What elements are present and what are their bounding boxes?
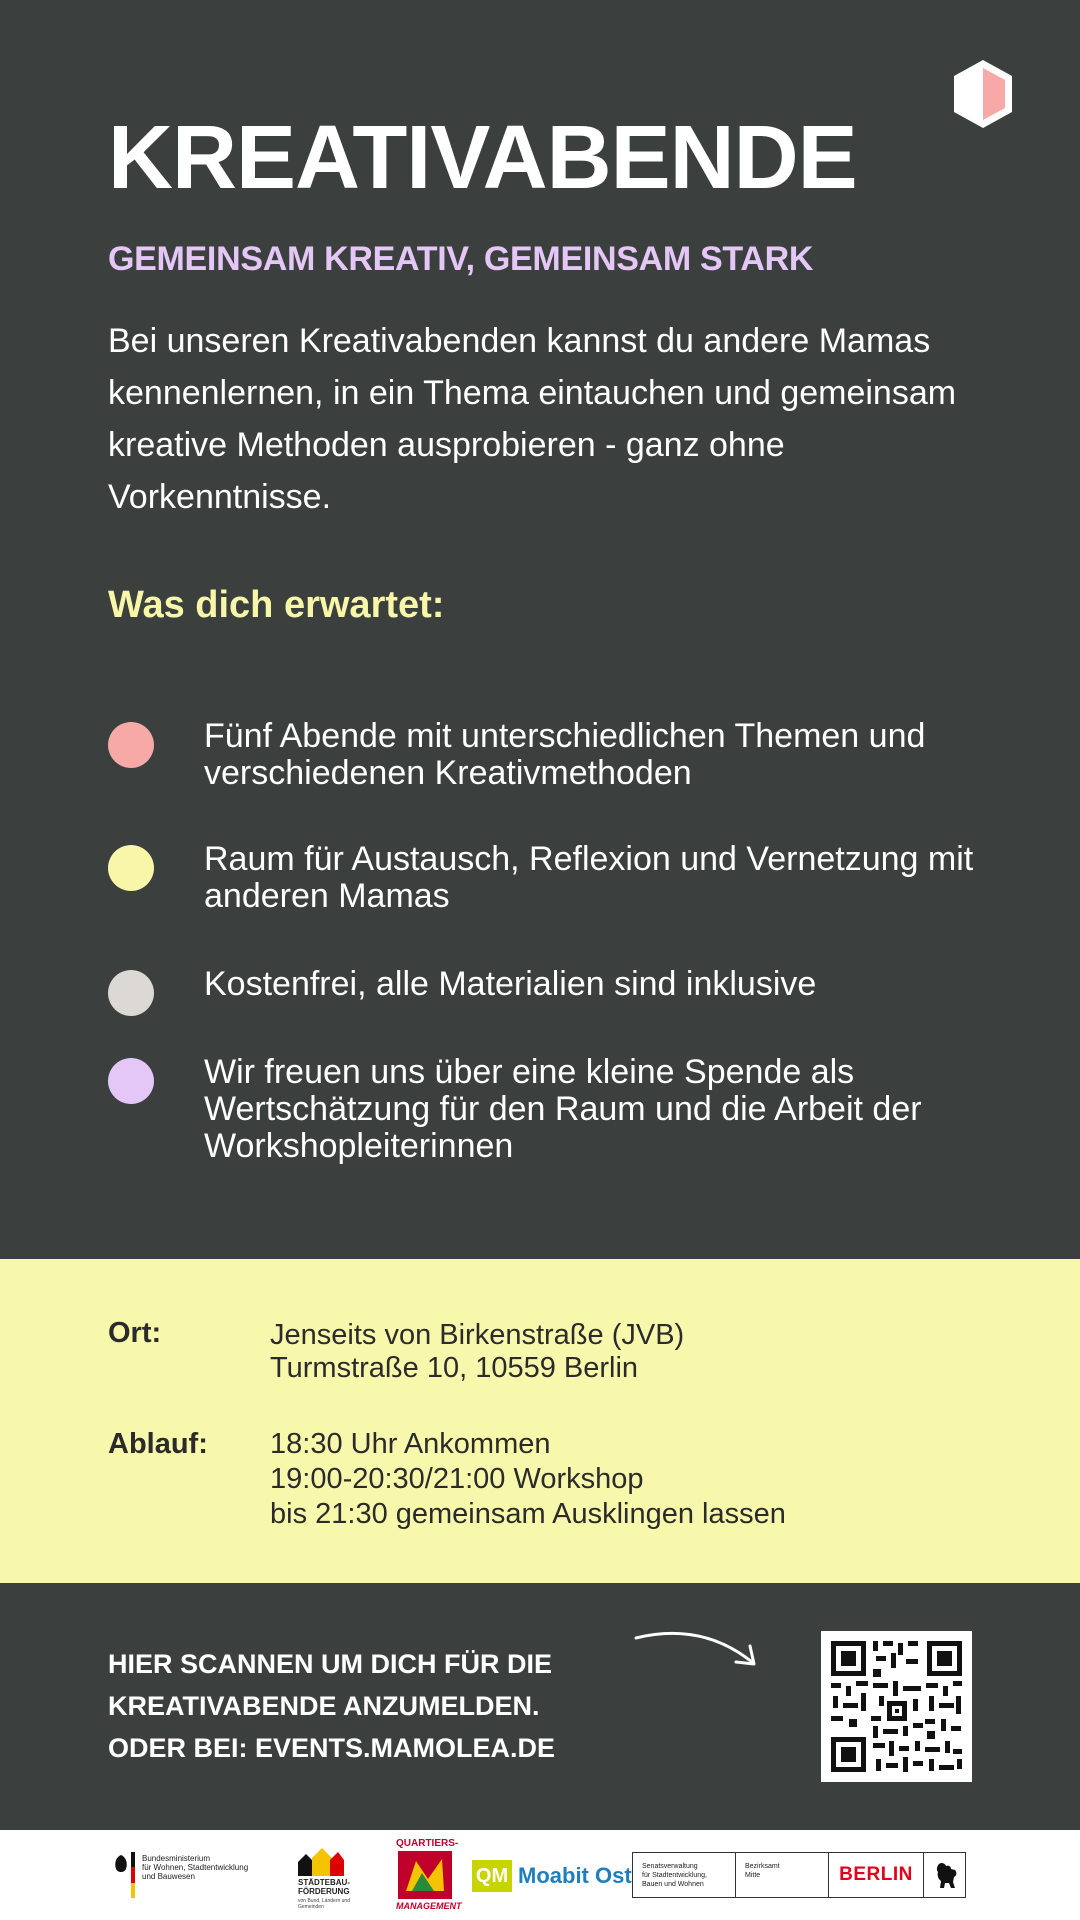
ort-line: Turmstraße 10, 10559 Berlin <box>270 1352 639 1384</box>
moabit-text: Moabit Ost <box>518 1863 632 1888</box>
list-item-text: Wir freuen uns über eine kleine Spende als Wertschätzung für den Raum und die Arbeit der Workshopleiterinnen <box>204 1053 922 1165</box>
bullet-dot <box>108 722 154 768</box>
qr-code[interactable] <box>821 1631 972 1782</box>
list-item-text: Raum für Austausch, Reflexion und Vernetzung mit anderen Mamas <box>204 840 974 915</box>
berlin-text: BERLIN <box>839 1864 913 1885</box>
qm-badge: QM <box>472 1860 512 1892</box>
info-panel <box>0 1259 1080 1583</box>
ort-line: Jenseits von Birkenstraße (JVB) <box>270 1319 685 1351</box>
divider <box>735 1853 736 1897</box>
ablauf-line: 19:00-20:30/21:00 Workshop <box>270 1463 644 1495</box>
bmwsb-logo-text: Bundesministerium für Wohnen, Stadtentwicklung und Bauwesen <box>142 1854 249 1881</box>
list-item-text: Fünf Abende mit unterschiedlichen Themen und verschiedenen Kreativmethoden <box>204 717 926 792</box>
cta-text <box>108 1643 668 1769</box>
quartiers-top-text: QUARTIERS- <box>396 1838 459 1849</box>
divider <box>923 1853 924 1897</box>
cta-line: KREATIVABENDE ANZUMELDEN. <box>108 1691 540 1721</box>
expect-heading: Was dich erwartet: <box>108 584 445 626</box>
ablauf-line: 18:30 Uhr Ankommen <box>270 1428 551 1460</box>
list-item-text: Kostenfrei, alle Materialien sind inklusive <box>204 965 817 1003</box>
flag-stripes <box>131 1852 135 1898</box>
bezirk-text: Bezirksamt Mitte <box>745 1863 780 1879</box>
bullet-dot <box>108 970 154 1016</box>
quartiers-logo-icon <box>398 1851 452 1899</box>
senat-text: Senatsverwaltung für Stadtentwicklung, Bauen und Wohnen <box>642 1863 707 1888</box>
staedtebau-small-text: von Bund, Ländern und Gemeinden <box>298 1898 350 1910</box>
houses-icon <box>298 1846 344 1876</box>
cta-line: ODER BEI: EVENTS.MAMOLEA.DE <box>108 1733 556 1763</box>
quartiers-bottom-text: MANAGEMENT <box>396 1901 462 1911</box>
bullet-dot <box>108 845 154 891</box>
ort-label: Ort: <box>108 1317 162 1349</box>
footer-logos <box>0 1830 1080 1920</box>
bear-icon <box>933 1860 961 1890</box>
subtitle: GEMEINSAM KREATIV, GEMEINSAM STARK <box>108 240 814 278</box>
staedtebau-logo-text: STÄDTEBAU- FÖRDERUNG <box>298 1878 350 1896</box>
eagle-icon <box>112 1853 130 1897</box>
logo-icon <box>950 58 1016 130</box>
page-title: KREATIVABENDE <box>108 108 857 208</box>
intro-text: Bei unseren Kreativabenden kannst du andere Mamas kennenlernen, in ein Thema eintauchen und gemeinsam kreative Methoden ausprobieren - ganz ohne Vorkenntnisse. <box>108 322 957 516</box>
cta-line: HIER SCANNEN UM DICH FÜR DIE <box>108 1649 553 1679</box>
bullet-dot <box>108 1058 154 1104</box>
ablauf-line: bis 21:30 gemeinsam Ausklingen lassen <box>270 1498 786 1530</box>
ablauf-label: Ablauf: <box>108 1428 208 1460</box>
berlin-logo-box <box>632 1852 966 1898</box>
arrow-icon <box>632 1620 762 1680</box>
